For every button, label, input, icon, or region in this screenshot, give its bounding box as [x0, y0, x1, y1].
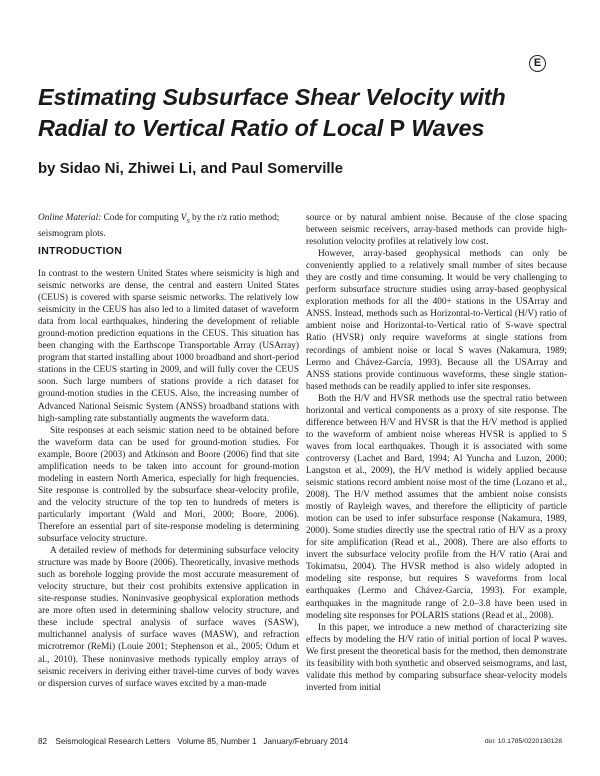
paragraph: Site responses at each seismic station need to be obtained before the waveform data can be used for ground-motion studies. For example, Boore (2003) and Atkinson and Boore (2006) find that site amplification needs to be taken into account for ground-motion modeling in eastern North America, especially for high frequencies. Site response is controlled by the subsurface shear-velocity profile, and the velocity structure of the top ten to hundreds of meters is particularly important (Wald and Mori, 2000; Boore, 2006). Therefore an essential part of site-response modeling is determining subsurface velocity structure.	[38, 425, 299, 545]
page-footer	[38, 737, 562, 746]
author-list: by Sidao Ni, Zhiwei Li, and Paul Somerville	[38, 160, 344, 177]
left-column	[38, 268, 299, 690]
title-line-1: Estimating Subsurface Shear Velocity with	[38, 84, 506, 110]
online-material-note: Online Material: Code for computing $V_S$ by the r/z ratio method; seismogram plots.	[38, 213, 280, 239]
paragraph: In this paper, we introduce a new method of characterizing site effects by modeling the H/V ratio of initial portion of local P waves. We first present the theoretical basis for the method, then demonstrate its feasibility with both synthetic and observed seismograms, and last, validate this method by comparing subsurface shear-velocity models inverted from initial	[306, 622, 567, 693]
doi[interactable]: doi: 10.1785/0220130128	[484, 738, 562, 745]
paragraph: Both the H/V and HVSR methods use the spectral ratio between horizontal and vertical components as a proxy of site response. The difference between H/V and HVSR is that the H/V method is applied to the waveform of ambient noise whereas HVSR is applied to S waves from local earthquakes. Though it is associated with some controversy (Lachet and Bard, 1994; Al Yuncha and Luzon, 2000; Langston et al., 2009), the H/V method is widely applied because seismic stations record ambient noise most of the time (Lozano et al., 2008). The H/V method assumes that the ambient noise consists mostly of Rayleigh waves, and therefore the ellipticity of particle motion can be used to infer subsurface response (Nakamura, 1989, 2000). Some studies directly use the spectral ratio of H/V as a proxy for site amplification (Read et al., 2008). There are also efforts to invert the subsurface velocity profile from the H/V ratio (Arai and Tokimatsu, 2004). The HVSR method is also widely adopted in modeling site response, but requires S waveforms from local earthquakes (Lermo and Chávez-García, 1993). For example, earthquakes in the magnitude range of 2.0–3.8 have been used in modeling site responses for POLARIS stations (Read et al., 2008).	[306, 393, 567, 621]
paragraph: In contrast to the western United States where seismicity is high and seismic networks are dense, the central and eastern United States (CEUS) is covered with sparse seismic networks. The relatively low seismicity in the CEUS has also led to a limited dataset of waveform data from local earthquakes, hindering the development of reliable ground-motion prediction equations in the CEUS. This situation has been changing with the Earthscope Transportable Array (USArray) program that started installing about 1000 broadband and short-period stations in the CEUS starting in 2009, and will fully cover the CEUS soon. Such large numbers of stations provide a rich dataset for ground-motion studies in the CEUS. Also, the increasing number of Advanced National Seismic System (ANSS) broadband stations with high-sampling rate substantially augments the waveform data.	[38, 269, 299, 424]
article-title	[38, 82, 578, 144]
issue-date: January/February 2014	[263, 737, 349, 746]
paragraph: source or by natural ambient noise. Because of the close spacing between seismic receivers, array-based methods can provide high-resolution velocity profiles at relatively low cost.	[306, 213, 567, 248]
page-number: 82	[38, 737, 48, 746]
paragraph: A detailed review of methods for determining subsurface velocity structure was made by Boore (2006). Theoretically, invasive methods such as borehole logging provide the most accurate measurement of velocity structure, but their cost prohibits extensive application in site-response studies. Noninvasive geophysical exploration methods are more often used in determining shallow velocity structure, and these include spectral analysis of surface waves (SASW), multichannel analysis of surface waves (MASW), and refraction microtremor (ReMi) (Louie 2001; Stephenson et al., 2005; Odum et al., 2010). These noninvasive methods typically employ arrays of seismic receivers in deriving either travel-time curves of body waves or dispersion curves of surface waves excited by a man-made	[38, 546, 299, 689]
electronic-supplement-badge: E	[529, 55, 546, 72]
paragraph: However, array-based geophysical methods can only be conveniently applied to a relatively small number of sites because they are costly and time consuming. It would be very challenging to perform subsurface structure studies using array-based geophysical exploration methods for all the 400+ stations in the USArray and ANSS. Instead, methods such as Horizontal-to-Vertical (H/V) ratio of ambient noise and Horizontal-to-Vertical ratio of S-wave spectral Ratio (HVSR) only require waveforms at single stations from recordings of ambient noise or local S waves (Nakamura, 1989; Lermo and Chávez-García, 1993). Because all the USArray and ANSS stations provide continuous waveforms, these single station-based methods can be readily applied to infer site responses.	[306, 249, 567, 392]
online-material-label[interactable]: Online Material:	[38, 213, 102, 223]
volume-number: Volume 85, Number 1	[177, 737, 257, 746]
section-heading-introduction: INTRODUCTION	[38, 245, 123, 257]
title-line-2: Radial to Vertical Ratio of Local P Waves	[38, 115, 485, 141]
journal-name: Seismological Research Letters	[55, 737, 171, 746]
right-column	[306, 212, 567, 694]
